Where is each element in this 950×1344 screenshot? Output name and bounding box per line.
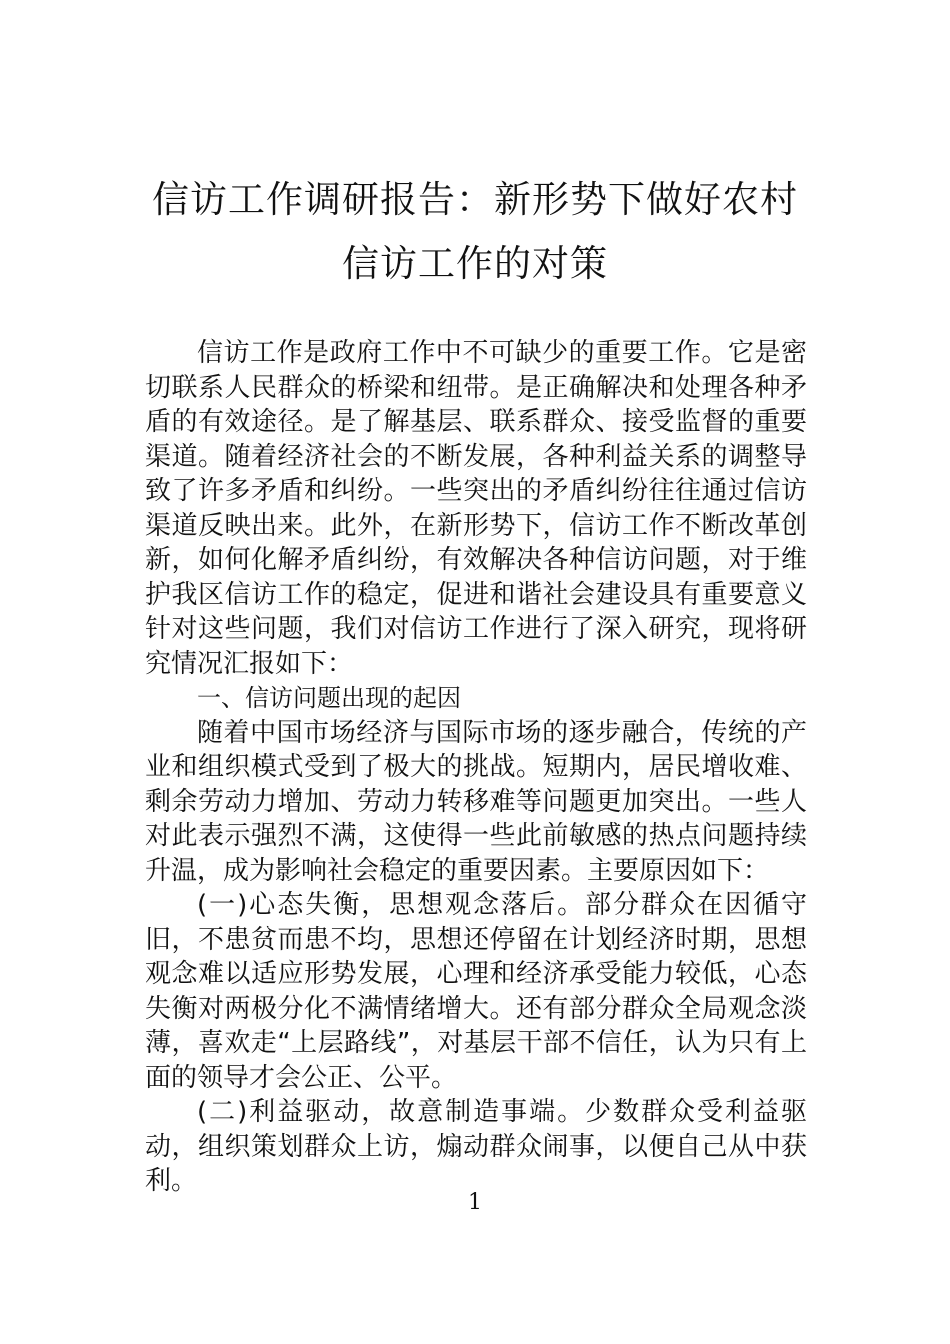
document-title: 信访工作调研报告：新形势下做好农村信访工作的对策 [152, 178, 798, 285]
section-paragraph-causes: 随着中国市场经济与国际市场的逐步融合，传统的产业和组织模式受到了极大的挑战。短期内，居民增收难、剩余劳动力增加、劳动力转移难等问题更加突出。一些人对此表示强烈不满，这使得一些此前敏感的热点问题持续升温，成为影响社会稳定的重要因素。主要原因如下： [145, 717, 807, 886]
page-number: 1 [468, 1190, 482, 1215]
section-paragraph-mindset: (一)心态失衡，思想观念落后。部分群众在因循守旧，不患贫而患不均，思想还停留在计划经济时期，思想观念难以适应形势发展，心理和经济承受能力较低，心态失衡对两极分化不满情绪增大。还有部分群众全局观念淡薄，喜欢走“上层路线”，对基层干部不信任，认为只有上面的领导才会公正、公平。 [145, 890, 807, 1093]
document-body [145, 336, 807, 1199]
section-heading: 一、信访问题出现的起因 [197, 684, 461, 712]
section-paragraph-interest: (二)利益驱动，故意制造事端。少数群众受利益驱动，组织策划群众上访，煽动群众闹事，以便自己从中获利。 [145, 1097, 807, 1196]
intro-paragraph: 信访工作是政府工作中不可缺少的重要工作。它是密切联系人民群众的桥梁和纽带。是正确解决和处理各种矛盾的有效途径。是了解基层、联系群众、接受监督的重要渠道。随着经济社会的不断发展，各种利益关系的调整导致了许多矛盾和纠纷。一些突出的矛盾纠纷往往通过信访渠道反映出来。此外，在新形势下，信访工作不断改革创新，如何化解矛盾纠纷，有效解决各种信访问题，对于维护我区信访工作的稳定，促进和谐社会建设具有重要意义针对这些问题，我们对信访工作进行了深入研究，现将研究情况汇报如下： [145, 338, 807, 679]
